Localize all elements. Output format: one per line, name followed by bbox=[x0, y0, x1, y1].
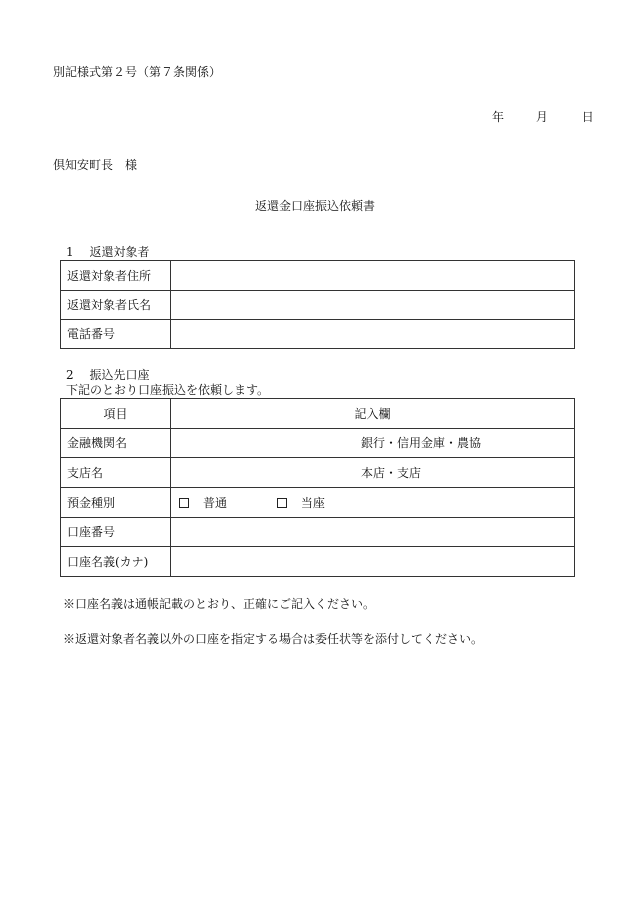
label-phone: 電話番号 bbox=[61, 320, 171, 349]
header-item: 項目 bbox=[61, 399, 171, 429]
label-bank: 金融機関名 bbox=[61, 429, 171, 458]
account-holder-field[interactable] bbox=[171, 547, 575, 577]
document-title: 返還金口座振込依頼書 bbox=[254, 199, 375, 213]
address-field[interactable] bbox=[171, 261, 575, 291]
label-name: 返還対象者氏名 bbox=[61, 291, 171, 320]
date-year: 年 bbox=[492, 110, 505, 124]
table-row bbox=[61, 291, 575, 320]
bank-name-field[interactable]: 銀行・信用金庫・農協 bbox=[171, 429, 575, 458]
table-row bbox=[61, 547, 575, 577]
name-field[interactable] bbox=[171, 291, 575, 320]
section2-heading: 2 振込先口座 bbox=[66, 368, 150, 382]
table-row bbox=[61, 458, 575, 488]
table-row bbox=[61, 488, 575, 518]
table-row bbox=[61, 320, 575, 349]
ordinary-checkbox[interactable] bbox=[179, 498, 189, 508]
label-address: 返還対象者住所 bbox=[61, 261, 171, 291]
table-row bbox=[61, 518, 575, 547]
date-line bbox=[492, 110, 594, 124]
section1-heading: 1 返還対象者 bbox=[66, 245, 150, 259]
form-number: 別記様式第２号（第７条関係） bbox=[53, 65, 222, 79]
branch-name-field[interactable]: 本店・支店 bbox=[171, 458, 575, 488]
section2-intro: 下記のとおり口座振込を依頼します。 bbox=[66, 383, 270, 397]
account-number-field[interactable] bbox=[171, 518, 575, 547]
note-2: ※返還対象者名義以外の口座を指定する場合は委任状等を添付してください。 bbox=[63, 632, 484, 646]
table-header-row bbox=[61, 399, 575, 429]
note-1: ※口座名義は通帳記載のとおり、正確にご記入ください。 bbox=[63, 597, 376, 611]
checking-label: 当座 bbox=[300, 495, 325, 510]
bank-account-table bbox=[60, 398, 575, 577]
label-account-number: 口座番号 bbox=[61, 518, 171, 547]
table-row bbox=[61, 261, 575, 291]
label-branch: 支店名 bbox=[61, 458, 171, 488]
ordinary-label: 普通 bbox=[203, 495, 228, 510]
addressee: 倶知安町長 様 bbox=[53, 158, 138, 172]
date-day: 日 bbox=[581, 110, 594, 124]
label-deposit-type: 預金種別 bbox=[61, 488, 171, 518]
label-account-holder: 口座名義(カナ) bbox=[61, 547, 171, 577]
deposit-type-options bbox=[171, 488, 575, 518]
date-month: 月 bbox=[535, 110, 548, 124]
checking-option[interactable] bbox=[277, 496, 325, 510]
checking-checkbox[interactable] bbox=[277, 498, 287, 508]
target-person-table bbox=[60, 260, 575, 349]
table-row bbox=[61, 429, 575, 458]
phone-field[interactable] bbox=[171, 320, 575, 349]
ordinary-option[interactable] bbox=[179, 496, 231, 510]
header-entry: 記入欄 bbox=[171, 399, 575, 429]
